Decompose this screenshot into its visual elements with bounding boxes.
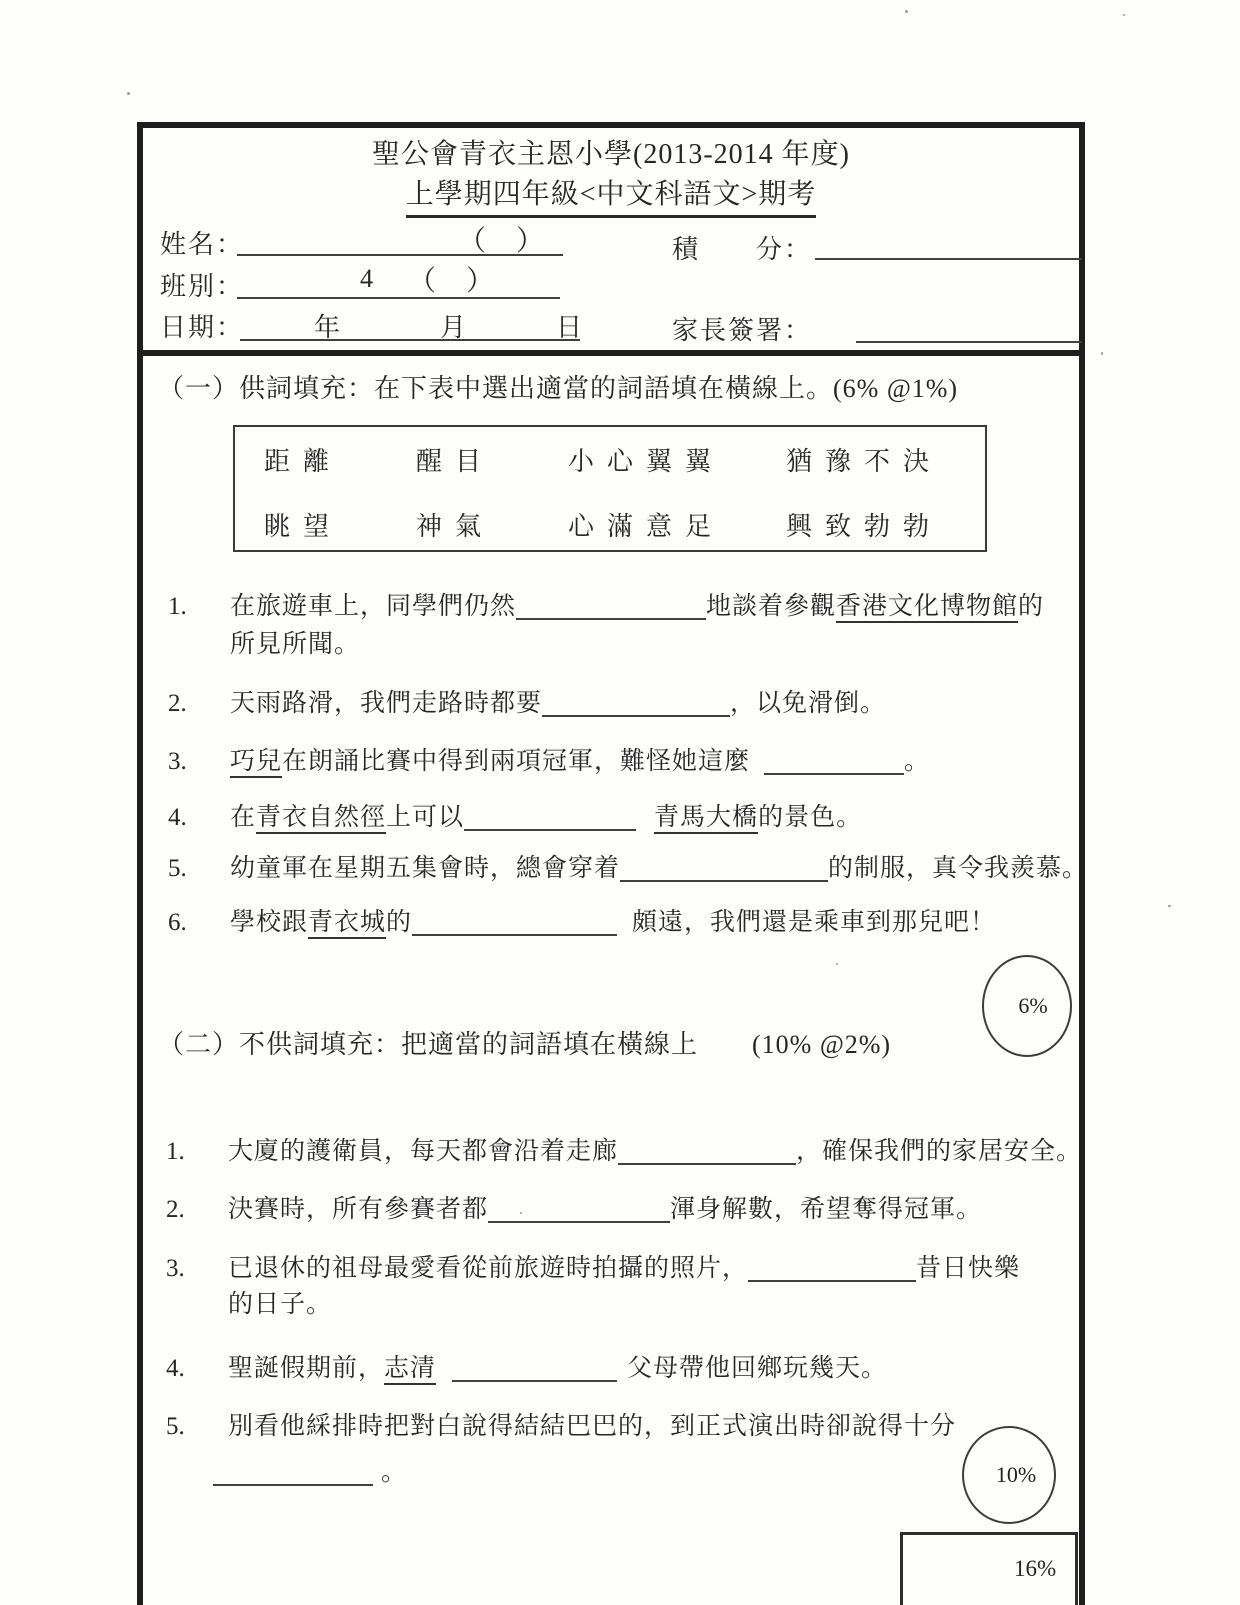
s1-question-5: 5. 幼童軍在星期五集會時，總會穿着 的制服，真令我羨慕。 (168, 848, 1088, 884)
word-bank-item: 心滿意足 (568, 512, 725, 541)
underlined-term: 青衣城 (308, 909, 386, 939)
scan-speck (1123, 14, 1125, 16)
name-label: 姓名： (160, 230, 245, 259)
date-fill-line[interactable] (240, 310, 580, 341)
word-bank-item: 神氣 (416, 512, 495, 541)
underlined-term: 巧兒 (230, 748, 282, 778)
underlined-term: 青馬大橋 (654, 804, 758, 834)
scan-speck (1101, 352, 1103, 355)
header-divider-line (137, 350, 1085, 356)
scan-speck (905, 10, 908, 13)
exam-title-row (137, 172, 1085, 218)
school-name: 聖公會青衣主恩小學(2013-2014 年度) (372, 139, 850, 170)
s1-question-6: 6. 學校跟青衣城的 頗遠，我們還是乘車到那兒吧！ (168, 902, 996, 938)
running-total-value: 16% (1014, 1556, 1057, 1581)
word-bank-item: 興致勃勃 (786, 512, 943, 541)
underlined-term: 青衣自然徑 (256, 804, 386, 834)
s1-question-2: 2. 天雨路滑，我們走路時都要 ，以免滑倒。 (168, 683, 886, 719)
section2-marks-circle (962, 1426, 1056, 1524)
s2-question-3-line-1: 3. 已退休的祖母最愛看從前旅遊時拍攝的照片， 昔日快樂 (166, 1248, 1020, 1284)
scan-speck (836, 963, 838, 965)
scan-speck (1168, 905, 1171, 907)
section2-marks-value: 10% (995, 1462, 1037, 1487)
question-number: 3. (166, 1255, 185, 1282)
word-bank-item: 醒目 (416, 447, 495, 476)
answer-blank[interactable] (618, 1135, 796, 1165)
s2-question-1: 1. 大廈的護衛員，每天都會沿着走廊 ，確保我們的家居安全。 (166, 1131, 1082, 1167)
scan-speck (127, 92, 130, 95)
answer-blank[interactable] (488, 1193, 670, 1223)
question-number: 5. (168, 855, 187, 882)
s1-question-1-line-2: 所見所聞。 (230, 631, 361, 658)
question-number: 1. (166, 1138, 185, 1165)
word-bank-item: 眺望 (264, 512, 343, 541)
date-year-unit: 年 (314, 313, 343, 342)
class-fill-line[interactable] (237, 268, 560, 299)
answer-blank[interactable] (764, 745, 904, 775)
name-class-paren: （ ） (458, 226, 546, 257)
underlined-term: 香港文化博物館 (836, 593, 1018, 623)
class-label: 班別： (160, 272, 245, 301)
question-number: 4. (166, 1355, 185, 1382)
s2-question-3-line-2: 的日子。 (228, 1291, 333, 1318)
score-label: 積 分： (672, 235, 813, 264)
s2-question-5-line-1: 5. 別看他綵排時把對白說得結結巴巴的，到正式演出時卻說得十分 (166, 1413, 957, 1440)
date-day-unit: 日 (556, 313, 585, 342)
question-number: 3. (168, 748, 187, 775)
school-title-row (137, 132, 1085, 172)
question-number: 6. (168, 909, 187, 936)
s1-question-3: 3. 巧兒在朗誦比賽中得到兩項冠軍，難怪她這麼 。 (168, 741, 930, 777)
answer-blank[interactable] (620, 852, 828, 882)
answer-blank[interactable] (748, 1252, 916, 1282)
answer-blank[interactable] (412, 906, 617, 936)
answer-blank[interactable] (516, 590, 706, 620)
s2-question-4: 4. 聖誕假期前，志清 父母帶他回鄉玩幾天。 (166, 1348, 887, 1384)
question-number: 1. (168, 593, 187, 620)
exam-title: 上學期四年級<中文科語文>期考 (406, 172, 817, 218)
class-grade-value: 4 (360, 264, 375, 293)
s1-question-4: 4. 在青衣自然徑上可以 青馬大橋的景色。 (168, 797, 862, 833)
section1-heading: （一）供詞填充：在下表中選出適當的詞語填在橫線上。(6% @1%) (158, 374, 959, 403)
answer-blank[interactable] (213, 1456, 373, 1486)
score-fill-line[interactable] (815, 230, 1082, 260)
scan-speck (520, 1212, 522, 1214)
question-number: 4. (168, 804, 187, 831)
question-number: 2. (166, 1196, 185, 1223)
answer-blank[interactable] (542, 687, 730, 717)
word-bank-item: 距離 (264, 447, 343, 476)
section1-marks-value: 6% (1018, 993, 1048, 1018)
question-number: 2. (168, 690, 187, 717)
date-label: 日期： (160, 313, 245, 342)
class-section-paren: （ ） (408, 266, 496, 297)
parent-signature-fill-line[interactable] (856, 312, 1082, 343)
s2-question-2: 2. 決賽時，所有參賽者都 渾身解數，希望奪得冠軍。 (166, 1189, 982, 1225)
parent-signature-label: 家長簽署： (672, 316, 813, 345)
answer-blank[interactable] (452, 1352, 617, 1382)
word-bank-item: 小心翼翼 (568, 447, 725, 476)
section1-marks-circle (982, 955, 1072, 1057)
s2-question-5-line-2: 。 (213, 1452, 407, 1488)
date-month-unit: 月 (440, 313, 469, 342)
word-bank-item: 猶豫不決 (786, 447, 943, 476)
question-number: 5. (166, 1413, 185, 1440)
s1-question-1-line-1: 1. 在旅遊車上，同學們仍然 地談着參觀香港文化博物館的 (168, 586, 1044, 622)
section2-heading: （二）不供詞填充：把適當的詞語填在橫線上 (10% @2%) (158, 1030, 892, 1059)
answer-blank[interactable] (464, 801, 636, 831)
underlined-term: 志清 (384, 1355, 436, 1385)
